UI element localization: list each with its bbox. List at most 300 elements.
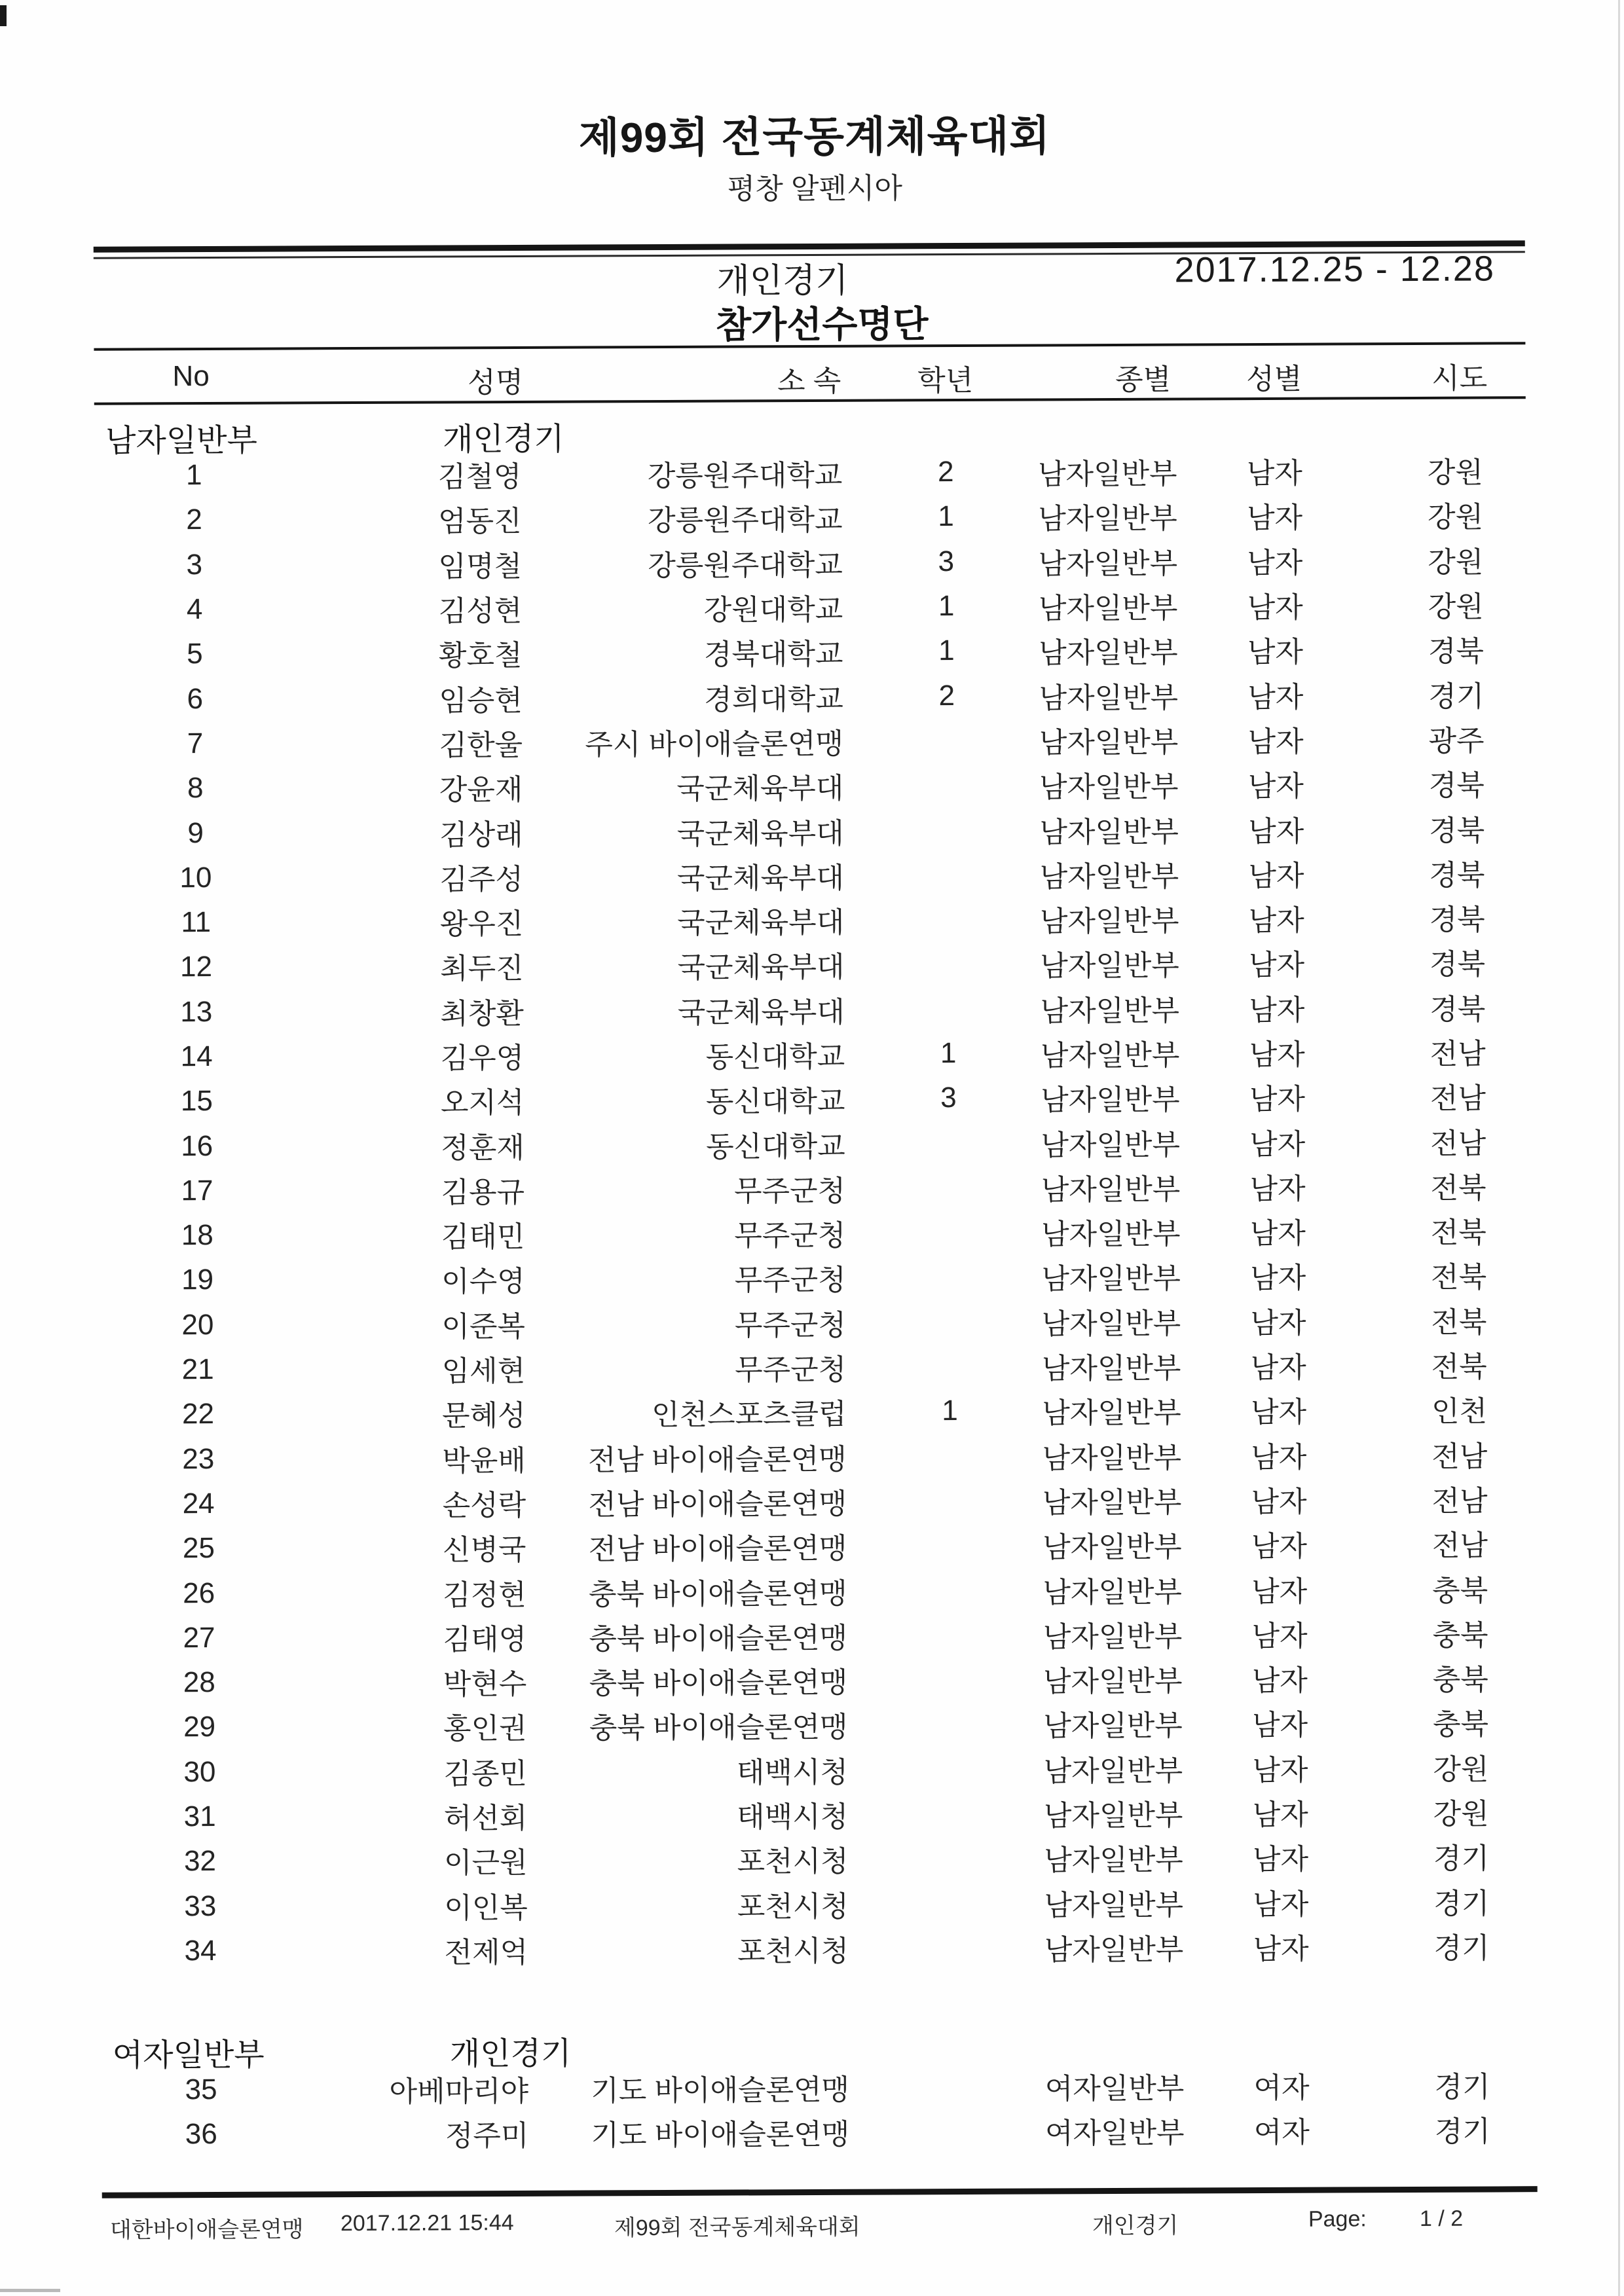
table-row xyxy=(1,1296,1624,1348)
cell-name: 이수영 xyxy=(441,1266,525,1298)
cell-category: 남자일반부 xyxy=(1043,1799,1183,1832)
footer-event-title: 제99회 전국동계체육대회 xyxy=(614,2214,860,2241)
table-row xyxy=(0,670,1623,722)
cell-gender: 남자 xyxy=(1250,1262,1306,1295)
cell-no: 12 xyxy=(179,951,213,983)
cell-no: 31 xyxy=(183,1800,216,1833)
cell-category: 남자일반부 xyxy=(1039,726,1179,759)
cell-region: 충북 xyxy=(1432,1664,1488,1697)
cell-category: 남자일반부 xyxy=(1037,458,1177,491)
cell-grade xyxy=(902,1769,1001,1770)
cell-grade xyxy=(902,1813,1001,1814)
cell-gender: 남자 xyxy=(1248,904,1304,938)
cell-no: 24 xyxy=(182,1487,215,1520)
cell-region: 경북 xyxy=(1430,993,1486,1026)
section-rows xyxy=(5,2062,1624,2158)
cell-no: 5 xyxy=(187,638,203,670)
cell-region: 경북 xyxy=(1428,635,1485,668)
column-header-region: 시도 xyxy=(1431,362,1488,395)
table-row xyxy=(0,536,1622,588)
cell-category: 남자일반부 xyxy=(1038,547,1178,581)
table-row xyxy=(0,760,1623,812)
cell-name: 김주성 xyxy=(439,863,524,896)
cell-no: 32 xyxy=(183,1845,217,1878)
cell-no: 17 xyxy=(181,1174,213,1207)
cell-grade: 3 xyxy=(940,1082,957,1114)
cell-category: 여자일반부 xyxy=(1044,2117,1185,2150)
cell-name: 왕우진 xyxy=(439,908,524,941)
cell-grade xyxy=(902,1679,1000,1680)
cell-affiliation: 태백시청 xyxy=(736,1756,849,1789)
cell-no: 3 xyxy=(186,548,203,581)
cell-gender: 남자 xyxy=(1250,1351,1306,1385)
cell-gender: 남자 xyxy=(1252,1754,1308,1787)
cell-grade: 1 xyxy=(938,634,955,667)
cell-category: 남자일반부 xyxy=(1043,1665,1183,1698)
cell-region: 충북 xyxy=(1432,1708,1489,1741)
cell-region: 전북 xyxy=(1431,1351,1487,1383)
cell-no: 13 xyxy=(180,995,213,1028)
footer-page-label: Page: xyxy=(1308,2206,1367,2232)
table-row xyxy=(1,1341,1624,1393)
cell-no: 26 xyxy=(183,1576,215,1609)
cell-category: 남자일반부 xyxy=(1043,1531,1182,1564)
cell-gender: 남자 xyxy=(1249,1038,1305,1072)
cell-category: 남자일반부 xyxy=(1041,1263,1181,1296)
page-footer xyxy=(5,2206,1624,2246)
table-row xyxy=(3,1565,1624,1616)
cell-no: 34 xyxy=(184,1934,217,1967)
cell-name: 김상래 xyxy=(439,818,523,851)
cell-category: 남자일반부 xyxy=(1039,636,1178,670)
table-row xyxy=(2,1475,1624,1527)
cell-region: 강원 xyxy=(1427,456,1483,490)
table-row xyxy=(0,715,1623,767)
cell-no: 4 xyxy=(186,593,203,626)
table-row xyxy=(1,1162,1624,1214)
cell-gender: 남자 xyxy=(1251,1664,1308,1698)
cell-gender: 남자 xyxy=(1249,1173,1306,1205)
cell-name: 김태민 xyxy=(441,1221,525,1254)
cell-no: 18 xyxy=(181,1219,213,1252)
cell-name: 임세현 xyxy=(441,1355,526,1388)
cell-grade xyxy=(900,1232,998,1233)
cell-category: 남자일반부 xyxy=(1039,905,1179,938)
cell-affiliation: 동신대학교 xyxy=(706,1130,845,1163)
cell-name: 김철영 xyxy=(437,461,522,494)
cell-region: 경북 xyxy=(1429,859,1485,892)
cell-affiliation: 충북 바이애슬론연맹 xyxy=(589,1622,848,1656)
cell-affiliation: 강원대학교 xyxy=(703,593,843,627)
table-row xyxy=(2,1520,1624,1572)
cell-region: 전남 xyxy=(1430,1082,1486,1116)
cell-category: 남자일반부 xyxy=(1042,1442,1182,1475)
cell-gender: 남자 xyxy=(1247,547,1303,579)
cell-name: 정훈재 xyxy=(441,1131,525,1165)
cell-no: 22 xyxy=(181,1398,215,1430)
cell-grade xyxy=(898,740,996,741)
cell-region: 전남 xyxy=(1431,1529,1488,1563)
cell-affiliation: 주시 바이애슬론연맹 xyxy=(585,727,844,761)
scan-artifact-bottom xyxy=(0,2289,60,2292)
table-row xyxy=(5,2106,1624,2158)
footer-print-timestamp: 2017.12.21 15:44 xyxy=(340,2210,514,2236)
cell-gender: 남자 xyxy=(1252,1844,1309,1876)
table-row xyxy=(0,805,1623,856)
cell-grade: 1 xyxy=(940,1037,957,1070)
cell-affiliation: 포천시청 xyxy=(737,1890,849,1923)
table-row xyxy=(4,1878,1624,1929)
cell-region: 전북 xyxy=(1430,1172,1486,1205)
cell-name: 김태영 xyxy=(443,1623,527,1656)
date-range: 2017.12.25 - 12.28 xyxy=(1174,249,1496,290)
cell-no: 7 xyxy=(187,727,204,760)
cell-affiliation: 무주군청 xyxy=(734,1309,847,1342)
cell-name: 강윤재 xyxy=(439,774,523,807)
cell-gender: 남자 xyxy=(1248,815,1304,848)
cell-name: 임명철 xyxy=(438,550,522,583)
cell-affiliation: 포천시청 xyxy=(737,1846,849,1878)
cell-category: 남자일반부 xyxy=(1043,1620,1183,1654)
cell-region: 경기 xyxy=(1433,1887,1490,1920)
cell-name: 최두진 xyxy=(439,953,524,985)
cell-affiliation: 전남 바이애슬론연맹 xyxy=(587,1443,847,1477)
cell-name: 김용규 xyxy=(441,1176,525,1209)
cell-no: 1 xyxy=(185,459,202,492)
cell-affiliation: 동신대학교 xyxy=(705,1085,845,1119)
cell-name: 임승현 xyxy=(439,684,523,718)
cell-no: 14 xyxy=(180,1040,213,1073)
cell-region: 경기 xyxy=(1434,2071,1490,2104)
cell-name: 이인복 xyxy=(444,1891,528,1925)
cell-grade xyxy=(903,1858,1001,1859)
cell-category: 여자일반부 xyxy=(1044,2072,1185,2105)
scan-artifact-corner xyxy=(0,5,7,26)
cell-grade: 2 xyxy=(938,679,955,712)
cell-name: 김정현 xyxy=(443,1578,526,1612)
cell-name: 황호철 xyxy=(438,640,523,672)
table-row xyxy=(5,2062,1624,2113)
cell-gender: 남자 xyxy=(1250,1396,1307,1429)
cell-category: 남자일반부 xyxy=(1039,860,1179,894)
cell-region: 경기 xyxy=(1433,1932,1490,1965)
cell-category: 남자일반부 xyxy=(1041,1129,1181,1162)
cell-no: 35 xyxy=(185,2073,217,2106)
cell-grade xyxy=(900,1366,999,1367)
cell-grade xyxy=(898,829,997,830)
cell-category: 남자일반부 xyxy=(1039,682,1179,715)
section-event: 개인경기 xyxy=(449,2036,572,2072)
table-row xyxy=(2,1430,1624,1482)
cell-affiliation: 인천스포츠클럽 xyxy=(651,1398,847,1432)
cell-no: 16 xyxy=(181,1129,213,1162)
cell-affiliation: 동신대학교 xyxy=(705,1040,845,1074)
cell-region: 강원 xyxy=(1427,501,1484,534)
cell-gender: 여자 xyxy=(1253,2071,1310,2105)
cell-category: 남자일반부 xyxy=(1044,1889,1184,1922)
cell-no: 27 xyxy=(183,1621,215,1654)
table-row xyxy=(0,492,1622,543)
cell-name: 손성락 xyxy=(442,1489,526,1522)
cell-no: 23 xyxy=(182,1442,215,1475)
cell-no: 8 xyxy=(187,772,204,805)
cell-grade xyxy=(901,1455,999,1456)
cell-gender: 남자 xyxy=(1251,1575,1308,1608)
cell-name: 김성현 xyxy=(438,594,523,628)
cell-no: 25 xyxy=(182,1532,215,1565)
cell-name: 박윤배 xyxy=(442,1444,526,1478)
cell-gender: 남자 xyxy=(1251,1709,1308,1742)
cell-no: 6 xyxy=(187,682,204,715)
cell-region: 경북 xyxy=(1429,814,1485,847)
column-header-category: 종별 xyxy=(1115,363,1172,396)
cell-gender: 남자 xyxy=(1248,860,1304,892)
cell-affiliation: 국군체육부대 xyxy=(677,906,845,940)
cell-region: 전북 xyxy=(1431,1261,1487,1294)
cell-affiliation: 기도 바이애슬론연맹 xyxy=(591,2073,850,2107)
cell-no: 9 xyxy=(187,816,204,849)
table-row xyxy=(1,1252,1624,1303)
cell-gender: 남자 xyxy=(1249,1084,1306,1116)
cell-category: 남자일반부 xyxy=(1040,949,1179,983)
footer-event-type: 개인경기 xyxy=(1092,2213,1179,2239)
section-label: 여자일반부 xyxy=(112,2037,265,2073)
cell-region: 경북 xyxy=(1429,948,1486,981)
cell-grade xyxy=(904,2131,1002,2132)
cell-affiliation: 강릉원주대학교 xyxy=(647,504,843,538)
cell-affiliation: 무주군청 xyxy=(734,1219,846,1252)
cell-category: 남자일반부 xyxy=(1041,1084,1180,1117)
cell-gender: 여자 xyxy=(1253,2117,1310,2149)
cell-category: 남자일반부 xyxy=(1038,592,1178,625)
cell-affiliation: 전남 바이애슬론연맹 xyxy=(588,1487,847,1522)
cell-name: 허선회 xyxy=(443,1802,528,1835)
cell-region: 경기 xyxy=(1433,1842,1490,1876)
cell-no: 30 xyxy=(183,1755,216,1788)
cell-name: 박현수 xyxy=(443,1668,527,1701)
cell-region: 강원 xyxy=(1433,1798,1489,1831)
cell-name: 홍인권 xyxy=(443,1713,527,1745)
table-row xyxy=(4,1922,1624,1974)
cell-gender: 남자 xyxy=(1251,1620,1308,1652)
page-title: 제99회 전국동계체육대회 xyxy=(578,112,1051,162)
cell-gender: 남자 xyxy=(1249,994,1305,1027)
cell-category: 남자일반부 xyxy=(1043,1709,1183,1743)
cell-affiliation: 국군체육부대 xyxy=(677,996,845,1029)
cell-name: 아베마리야 xyxy=(389,2075,529,2108)
cell-name: 김한울 xyxy=(439,729,523,762)
cell-affiliation: 포천시청 xyxy=(737,1935,849,1968)
cell-region: 전북 xyxy=(1430,1216,1486,1250)
column-header-name: 성명 xyxy=(468,366,524,399)
cell-affiliation: 강릉원주대학교 xyxy=(648,549,843,582)
cell-name: 이준복 xyxy=(441,1310,526,1343)
cell-gender: 남자 xyxy=(1249,1128,1306,1161)
cell-affiliation: 충북 바이애슬론연맹 xyxy=(588,1577,847,1611)
cell-no: 29 xyxy=(183,1711,216,1743)
cell-grade: 2 xyxy=(937,456,954,488)
cell-affiliation: 국군체육부대 xyxy=(677,951,845,985)
section-header xyxy=(5,2024,1624,2073)
cell-affiliation: 충북 바이애슬론연맹 xyxy=(589,1711,848,1745)
table-row xyxy=(1,1207,1624,1259)
table-row xyxy=(3,1654,1624,1706)
cell-affiliation: 국군체육부대 xyxy=(676,773,844,806)
cell-region: 충북 xyxy=(1432,1575,1488,1607)
cell-region: 강원 xyxy=(1428,546,1484,579)
cell-region: 강원 xyxy=(1428,591,1484,623)
cell-gender: 남자 xyxy=(1247,725,1304,759)
cell-gender: 남자 xyxy=(1247,591,1303,625)
cell-gender: 남자 xyxy=(1246,502,1303,535)
cell-gender: 남자 xyxy=(1250,1307,1306,1339)
cell-grade xyxy=(904,2086,1002,2087)
cell-affiliation: 충북 바이애슬론연맹 xyxy=(589,1666,848,1700)
footer-rule xyxy=(102,2186,1538,2198)
cell-grade xyxy=(899,1008,997,1009)
cell-affiliation: 태백시청 xyxy=(737,1800,849,1834)
cell-category: 남자일반부 xyxy=(1044,1933,1184,1967)
cell-region: 강원 xyxy=(1433,1753,1489,1786)
cell-name: 문혜성 xyxy=(441,1400,526,1432)
cell-region: 경북 xyxy=(1429,903,1485,936)
cell-grade xyxy=(898,919,997,920)
cell-region: 전남 xyxy=(1430,1127,1486,1160)
cell-gender: 남자 xyxy=(1247,770,1304,803)
cell-grade: 1 xyxy=(938,500,954,533)
section-event: 개인경기 xyxy=(442,422,564,458)
cell-gender: 남자 xyxy=(1246,457,1302,490)
cell-category: 남자일반부 xyxy=(1041,1352,1181,1385)
cell-region: 충북 xyxy=(1432,1619,1488,1652)
table-row xyxy=(0,894,1623,946)
cell-category: 남자일반부 xyxy=(1043,1755,1183,1788)
event-type-heading: 개인경기 xyxy=(716,261,849,301)
section-rows xyxy=(0,447,1624,1975)
cell-category: 남자일반부 xyxy=(1041,1218,1181,1251)
cell-category: 남자일반부 xyxy=(1038,502,1177,536)
table-row xyxy=(0,447,1621,499)
cell-no: 19 xyxy=(181,1264,214,1296)
cell-name: 김종민 xyxy=(443,1757,528,1791)
cell-region: 경기 xyxy=(1428,680,1485,713)
cell-category: 남자일반부 xyxy=(1041,1307,1181,1341)
cell-name: 엄동진 xyxy=(437,505,522,538)
list-title: 참가선수명단 xyxy=(715,303,929,346)
cell-affiliation: 무주군청 xyxy=(733,1175,846,1208)
cell-grade: 1 xyxy=(942,1394,958,1427)
cell-no: 21 xyxy=(181,1353,214,1386)
cell-name: 오지석 xyxy=(440,1087,525,1120)
cell-name: 신병국 xyxy=(442,1534,526,1567)
footer-page-number: 1 / 2 xyxy=(1419,2206,1464,2231)
cell-name: 전제억 xyxy=(444,1936,528,1969)
cell-affiliation: 무주군청 xyxy=(735,1353,847,1387)
cell-affiliation: 국군체육부대 xyxy=(676,862,845,895)
section-men-general xyxy=(0,409,1624,1975)
cell-category: 남자일반부 xyxy=(1040,1039,1180,1072)
cell-region: 경북 xyxy=(1428,769,1485,803)
cell-name: 정주미 xyxy=(445,2120,529,2153)
cell-no: 15 xyxy=(180,1085,213,1118)
cell-gender: 남자 xyxy=(1253,1933,1309,1966)
cell-region: 전북 xyxy=(1431,1306,1487,1339)
cell-gender: 남자 xyxy=(1252,1798,1308,1832)
cell-name: 최창환 xyxy=(440,997,524,1030)
cell-affiliation: 국군체육부대 xyxy=(676,817,844,850)
cell-affiliation: 강릉원주대학교 xyxy=(647,459,843,493)
cell-no: 10 xyxy=(179,861,212,894)
column-header-no: No xyxy=(172,360,210,393)
table-row xyxy=(1,1386,1624,1438)
cell-gender: 남자 xyxy=(1247,681,1304,714)
cell-grade: 3 xyxy=(938,545,955,577)
cell-grade xyxy=(898,785,996,786)
table-row xyxy=(0,626,1623,678)
cell-category: 남자일반부 xyxy=(1039,771,1179,804)
cell-region: 경기 xyxy=(1434,2115,1490,2149)
table-row xyxy=(0,1073,1624,1125)
cell-category: 남자일반부 xyxy=(1039,816,1179,848)
table-row xyxy=(3,1699,1624,1751)
table-row xyxy=(0,939,1624,991)
cell-no: 20 xyxy=(181,1308,214,1341)
table-row xyxy=(3,1833,1624,1885)
cell-gender: 남자 xyxy=(1251,1441,1307,1474)
cell-category: 남자일반부 xyxy=(1044,1844,1183,1877)
cell-grade xyxy=(901,1545,999,1546)
cell-gender: 남자 xyxy=(1249,1217,1306,1250)
scan-artifact-edge xyxy=(1618,0,1620,2296)
table-row xyxy=(3,1743,1624,1795)
cell-affiliation: 기도 바이애슬론연맹 xyxy=(591,2119,850,2152)
table-row xyxy=(0,1028,1624,1080)
cell-region: 광주 xyxy=(1428,725,1485,757)
column-header-grade: 학년 xyxy=(917,364,974,397)
cell-region: 전남 xyxy=(1431,1440,1488,1473)
table-row xyxy=(1,1118,1624,1169)
cell-category: 남자일반부 xyxy=(1040,994,1180,1028)
cell-name: 김우영 xyxy=(440,1042,525,1075)
cell-category: 남자일반부 xyxy=(1041,1173,1181,1207)
cell-category: 남자일반부 xyxy=(1043,1576,1183,1609)
table-row xyxy=(3,1788,1624,1840)
cell-no: 11 xyxy=(181,906,212,939)
cell-no: 36 xyxy=(185,2118,217,2151)
cell-no: 33 xyxy=(184,1889,217,1922)
cell-region: 전남 xyxy=(1430,1038,1486,1070)
cell-affiliation: 경북대학교 xyxy=(703,638,843,672)
table-row xyxy=(0,983,1624,1035)
cell-category: 남자일반부 xyxy=(1042,1396,1181,1430)
cell-region: 전남 xyxy=(1431,1485,1488,1518)
cell-affiliation: 전남 바이애슬론연맹 xyxy=(588,1533,847,1566)
cell-no: 2 xyxy=(186,503,202,536)
cell-affiliation: 경희대학교 xyxy=(704,683,843,716)
section-label: 남자일반부 xyxy=(105,423,258,459)
section-header xyxy=(0,409,1621,459)
table-row xyxy=(3,1609,1624,1661)
page-subtitle: 평창 알펜시아 xyxy=(727,172,903,206)
cell-gender: 남자 xyxy=(1251,1530,1308,1563)
cell-gender: 남자 xyxy=(1247,636,1304,669)
column-header-affiliation: 소 속 xyxy=(777,365,841,398)
cell-name: 이근원 xyxy=(443,1847,528,1880)
table-row xyxy=(0,849,1623,901)
section-women-general xyxy=(5,2024,1624,2158)
cell-grade xyxy=(900,1142,998,1143)
cell-gender: 남자 xyxy=(1251,1485,1307,1519)
